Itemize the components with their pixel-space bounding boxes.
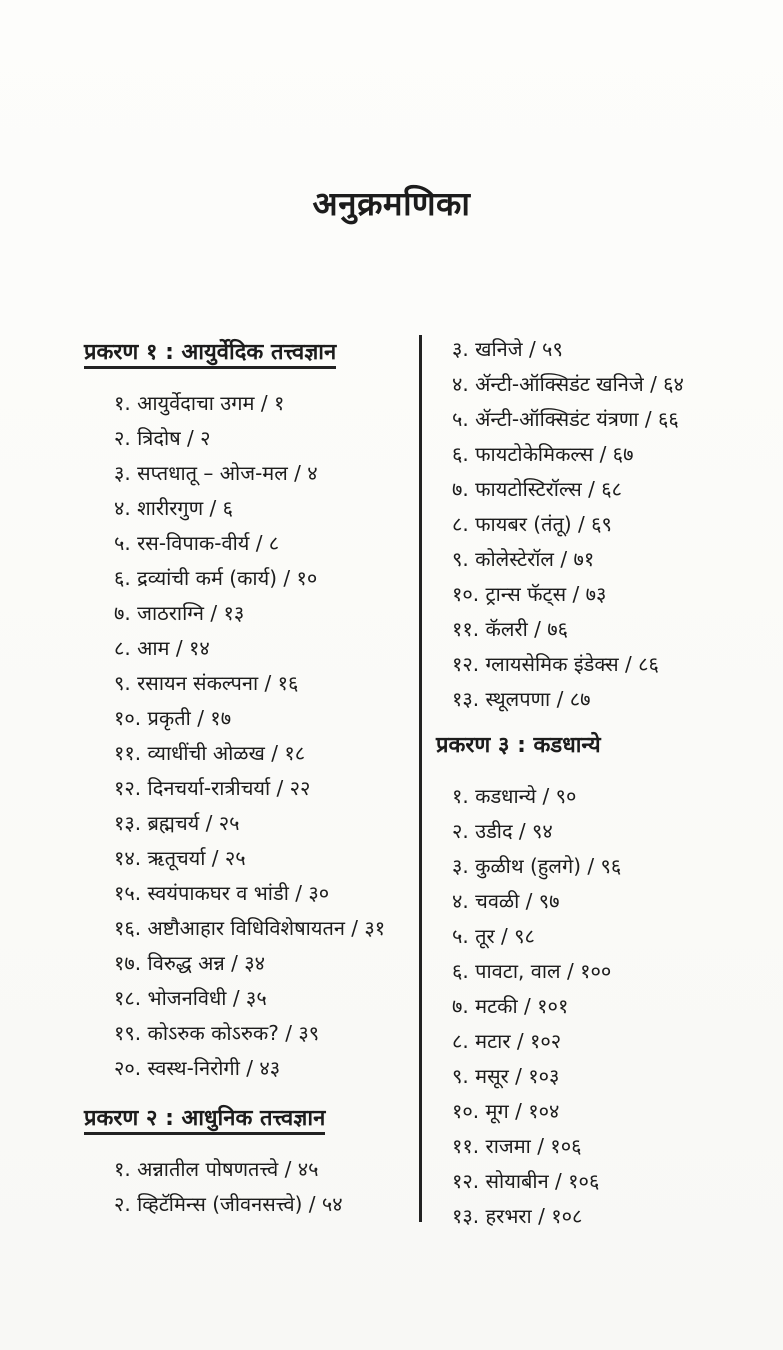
toc-entry: २. उडीद / ९४ xyxy=(452,819,553,843)
left-column xyxy=(84,332,414,1222)
toc-entry: ८. फायबर (तंतू) / ६९ xyxy=(452,512,612,536)
toc-entry: ५. रस-विपाक-वीर्य / ८ xyxy=(114,531,280,555)
toc-entry: १२. ग्लायसेमिक इंडेक्स / ८६ xyxy=(452,652,659,676)
section-2-list xyxy=(84,1152,414,1222)
section-1-list xyxy=(84,386,414,1086)
toc-entry: ५. ॲन्टी-ऑक्सिडंट यंत्रणा / ६६ xyxy=(452,407,679,431)
toc-entry: ९. मसूर / १०३ xyxy=(452,1064,560,1088)
toc-entry: ११. राजमा / १०६ xyxy=(452,1134,582,1158)
toc-entry: ३. कुळीथ (हुलगे) / ९६ xyxy=(452,854,622,878)
toc-entry: ७. फायटोस्टिरॉल्स / ६८ xyxy=(452,477,623,501)
section-heading-1 xyxy=(84,332,414,374)
toc-entry: १०. प्रकृती / १७ xyxy=(114,706,232,730)
toc-entry: १३. हरभरा / १०८ xyxy=(452,1204,583,1228)
toc-entry: ६. द्रव्यांची कर्म (कार्य) / १० xyxy=(114,566,318,590)
toc-entry: १०. मूग / १०४ xyxy=(452,1099,560,1123)
toc-entry: १. कडधान्ये / ९० xyxy=(452,784,577,808)
toc-entry: ११. व्याधींची ओळख / १८ xyxy=(114,741,306,765)
toc-entry: ६. फायटोकेमिकल्स / ६७ xyxy=(452,442,634,466)
toc-entry: ९. कोलेस्टेरॉल / ७१ xyxy=(452,547,595,571)
toc-entry: १८. भोजनविधी / ३५ xyxy=(114,986,267,1010)
toc-entry: १६. अष्टौआहार विधिविशेषायतन / ३१ xyxy=(114,916,386,940)
column-divider xyxy=(419,335,422,1222)
page-title: अनुक्रमणिका xyxy=(312,184,471,223)
spacer xyxy=(84,374,414,386)
section-heading-2 xyxy=(84,1098,414,1140)
toc-entry: ४. चवळी / ९७ xyxy=(452,889,560,913)
toc-entry: ९. रसायन संकल्पना / १६ xyxy=(114,671,299,695)
toc-entry: ११. कॅलरी / ७६ xyxy=(452,617,569,641)
section-3-list xyxy=(436,779,766,1234)
section-heading-3 xyxy=(436,725,766,767)
toc-entry: १३. स्थूलपणा / ८७ xyxy=(452,687,591,711)
toc-entry: १३. ब्रह्मचर्य / २५ xyxy=(114,811,240,835)
toc-entry: १५. स्वयंपाकघर व भांडी / ३० xyxy=(114,881,330,905)
spacer xyxy=(436,767,766,779)
section-heading-3-text: प्रकरण ३ : कडधान्ये xyxy=(436,733,601,758)
toc-entry: १२. दिनचर्या-रात्रीचर्या / २२ xyxy=(114,776,311,800)
toc-entry: ८. मटार / १०२ xyxy=(452,1029,562,1053)
toc-entry: १४. ऋतूचर्या / २५ xyxy=(114,846,246,870)
toc-entry: १. अन्नातील पोषणतत्त्वे / ४५ xyxy=(114,1157,319,1181)
toc-entry: १७. विरुद्ध अन्न / ३४ xyxy=(114,951,266,975)
section-heading-1-text: प्रकरण १ : आयुर्वेदिक तत्त्वज्ञान xyxy=(84,340,336,369)
spacer xyxy=(84,1086,414,1098)
toc-entry: ४. ॲन्टी-ऑक्सिडंट खनिजे / ६४ xyxy=(452,372,684,396)
section-2-continued-list xyxy=(436,332,766,717)
toc-entry: ३. खनिजे / ५९ xyxy=(452,337,563,361)
toc-entry: १२. सोयाबीन / १०६ xyxy=(452,1169,600,1193)
toc-entry: १०. ट्रान्स फॅट्स / ७३ xyxy=(452,582,607,606)
toc-entry: २. त्रिदोष / २ xyxy=(114,426,211,450)
toc-entry: १. आयुर्वेदाचा उगम / १ xyxy=(114,391,285,415)
toc-entry: ३. सप्तधातू – ओज-मल / ४ xyxy=(114,461,318,485)
toc-entry: ७. मटकी / १०१ xyxy=(452,994,569,1018)
toc-entry: २०. स्वस्थ-निरोगी / ४३ xyxy=(114,1056,281,1080)
toc-entry: २. व्हिटॅमिन्स (जीवनसत्त्वे) / ५४ xyxy=(114,1192,343,1216)
section-heading-2-text: प्रकरण २ : आधुनिक तत्त्वज्ञान xyxy=(84,1106,325,1135)
spacer xyxy=(84,1140,414,1152)
toc-entry: ८. आम / १४ xyxy=(114,636,210,660)
toc-entry: ५. तूर / ९८ xyxy=(452,924,535,948)
toc-entry: ४. शारीरगुण / ६ xyxy=(114,496,234,520)
toc-entry: ६. पावटा, वाल / १०० xyxy=(452,959,612,983)
right-column xyxy=(436,332,766,1234)
toc-entry: ७. जाठराग्नि / १३ xyxy=(114,601,245,625)
toc-entry: १९. कोऽरुक कोऽरुक? / ३९ xyxy=(114,1021,320,1045)
